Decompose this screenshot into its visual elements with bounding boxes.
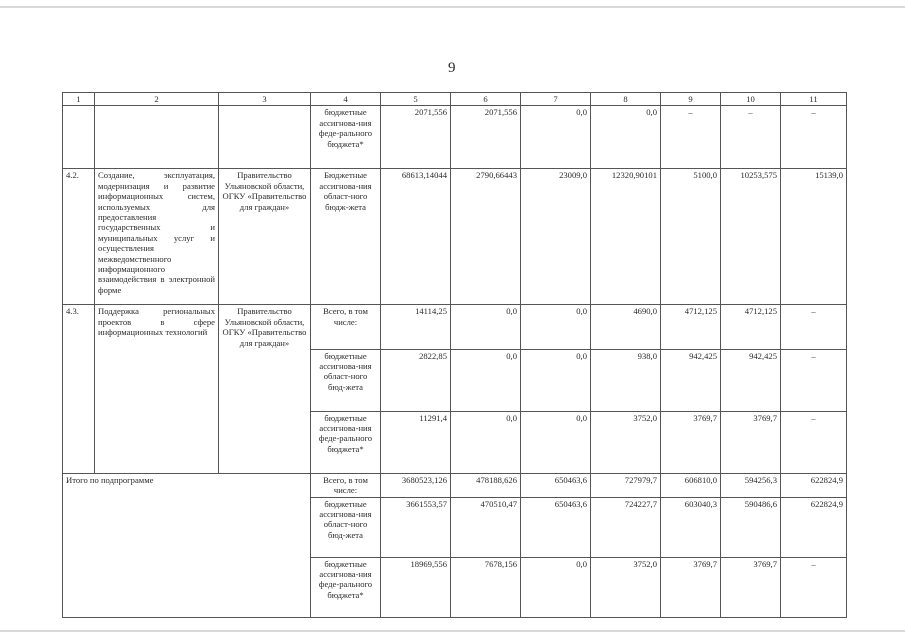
cell-value: 2071,556 <box>451 106 521 169</box>
cell-value: 7678,156 <box>451 557 521 617</box>
cell-number: 4.3. <box>63 305 95 349</box>
cell-value: 2822,85 <box>381 349 451 411</box>
cell-source: бюджетные ассигнова-ния област-ного бюд-жета <box>311 349 381 411</box>
cell-value: 3752,0 <box>591 411 661 473</box>
cell-name: Поддержка региональных проектов в сфере информационных технологий <box>95 305 219 349</box>
cell-value: 622824,9 <box>781 497 847 557</box>
header-row <box>63 93 847 106</box>
cell-number: 4.2. <box>63 169 95 305</box>
cell-value: 478188,626 <box>451 473 521 497</box>
col-header: 3 <box>219 93 311 106</box>
budget-table <box>62 92 847 618</box>
cell-value: – <box>721 106 781 169</box>
scan-bottom-edge <box>0 630 905 632</box>
cell-value: 3769,7 <box>661 411 721 473</box>
col-header: 11 <box>781 93 847 106</box>
cell-value: 622824,9 <box>781 473 847 497</box>
cell-value: 3769,7 <box>661 557 721 617</box>
cell-name <box>95 411 219 473</box>
cell-total-label <box>63 497 311 557</box>
cell-value: – <box>661 106 721 169</box>
cell-value: 590486,6 <box>721 497 781 557</box>
cell-value: 18969,556 <box>381 557 451 617</box>
col-header: 9 <box>661 93 721 106</box>
col-header: 8 <box>591 93 661 106</box>
cell-number <box>63 106 95 169</box>
col-header: 6 <box>451 93 521 106</box>
cell-name: Создание, эксплуатация, модернизация и развитие информационных систем, используемых для предоставления государственных и муниципальных услуг и осуществления межведомственного информационного взаимодействия в электронной форме <box>95 169 219 305</box>
col-header: 7 <box>521 93 591 106</box>
cell-executor: Правительство Ульяновской области, ОГКУ «Правительство для граждан» <box>219 169 311 305</box>
col-header: 10 <box>721 93 781 106</box>
cell-source: Всего, в том числе: <box>311 473 381 497</box>
cell-value: 724227,7 <box>591 497 661 557</box>
cell-value: 10253,575 <box>721 169 781 305</box>
cell-value: 0,0 <box>451 349 521 411</box>
cell-value: 3769,7 <box>721 411 781 473</box>
cell-name <box>95 349 219 411</box>
cell-value: – <box>781 411 847 473</box>
cell-value: 3769,7 <box>721 557 781 617</box>
col-header: 1 <box>63 93 95 106</box>
cell-value: 5100,0 <box>661 169 721 305</box>
cell-number <box>63 411 95 473</box>
cell-value: – <box>781 305 847 349</box>
cell-value: – <box>781 106 847 169</box>
table-row <box>63 169 847 305</box>
cell-value: 650463,6 <box>521 497 591 557</box>
col-header: 2 <box>95 93 219 106</box>
cell-source: Бюджетные ассигнова-ния област-ного бюдж-жета <box>311 169 381 305</box>
cell-source: бюджетные ассигнова-ния феде-рального бюджета* <box>311 557 381 617</box>
cell-value: 12320,90101 <box>591 169 661 305</box>
cell-value: 727979,7 <box>591 473 661 497</box>
cell-executor <box>219 411 311 473</box>
table-row <box>63 349 847 411</box>
cell-source: бюджетные ассигнова-ния област-ного бюд-жета <box>311 497 381 557</box>
cell-value: 2071,556 <box>381 106 451 169</box>
cell-value: 603040,3 <box>661 497 721 557</box>
table-row <box>63 411 847 473</box>
cell-value: 3752,0 <box>591 557 661 617</box>
cell-total-label <box>63 557 311 617</box>
cell-value: 23009,0 <box>521 169 591 305</box>
cell-value: 11291,4 <box>381 411 451 473</box>
cell-value: 68613,14044 <box>381 169 451 305</box>
cell-value: 4712,125 <box>721 305 781 349</box>
table-row <box>63 473 847 497</box>
cell-executor <box>219 106 311 169</box>
page-number: 9 <box>448 60 456 76</box>
table-row <box>63 305 847 349</box>
cell-value: – <box>781 557 847 617</box>
cell-value: 0,0 <box>451 305 521 349</box>
cell-value: 938,0 <box>591 349 661 411</box>
cell-value: 4712,125 <box>661 305 721 349</box>
cell-value: 0,0 <box>521 106 591 169</box>
cell-value: 4690,0 <box>591 305 661 349</box>
cell-value: 0,0 <box>591 106 661 169</box>
col-header: 5 <box>381 93 451 106</box>
cell-source: бюджетные ассигнова-ния феде-рального бюджета* <box>311 411 381 473</box>
col-header: 4 <box>311 93 381 106</box>
scan-top-edge <box>0 6 905 8</box>
cell-value: 470510,47 <box>451 497 521 557</box>
cell-value: 14114,25 <box>381 305 451 349</box>
cell-value: 0,0 <box>451 411 521 473</box>
table-row <box>63 557 847 617</box>
cell-number <box>63 349 95 411</box>
cell-value: 0,0 <box>521 349 591 411</box>
cell-value: 0,0 <box>521 411 591 473</box>
cell-value: 942,425 <box>661 349 721 411</box>
cell-source: бюджетные ассигнова-ния феде-рального бюджета* <box>311 106 381 169</box>
cell-executor: Правительство Ульяновской области, ОГКУ «Правительство для граждан» <box>219 305 311 349</box>
table-row <box>63 106 847 169</box>
cell-source: Всего, в том числе: <box>311 305 381 349</box>
cell-value: 606810,0 <box>661 473 721 497</box>
table-row <box>63 497 847 557</box>
cell-value: 15139,0 <box>781 169 847 305</box>
cell-value: 0,0 <box>521 305 591 349</box>
cell-value: 0,0 <box>521 557 591 617</box>
cell-value: 3661553,57 <box>381 497 451 557</box>
cell-value: 650463,6 <box>521 473 591 497</box>
cell-value: 2790,66443 <box>451 169 521 305</box>
cell-value: 594256,3 <box>721 473 781 497</box>
cell-value: 3680523,126 <box>381 473 451 497</box>
cell-total-label: Итого по подпрограмме <box>63 473 311 497</box>
cell-executor <box>219 349 311 411</box>
cell-value: – <box>781 349 847 411</box>
cell-value: 942,425 <box>721 349 781 411</box>
cell-name <box>95 106 219 169</box>
